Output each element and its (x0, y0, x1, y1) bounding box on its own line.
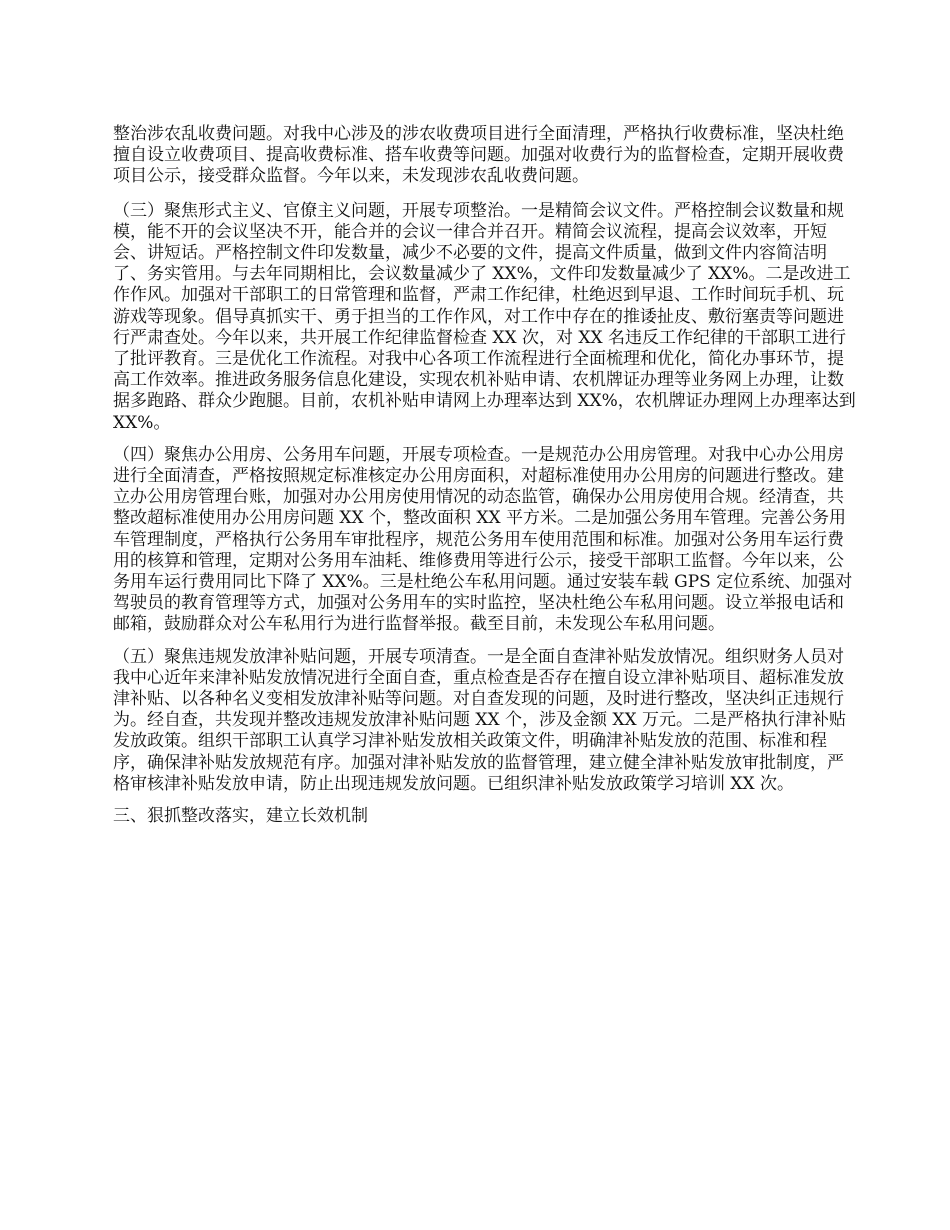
paragraph-allowance-inspection: （五）聚焦违规发放津补贴问题，开展专项清查。一是全面自查津补贴发放情况。组织财务人员对我中心近年来津补贴发放情况进行全面自查，重点检查是否存在擅自设立津补贴项目、超标准发放津补贴、以各种名义变相发放津补贴等问题。对自查发现的问题，及时进行整改，坚决纠正违规行为。经自查，共发现并整改违规发放津补贴问题 XX 个，涉及金额 XX 万元。二是严格执行津补贴发放政策。组织干部职工认真学习津补贴发放相关政策文件，明确津补贴发放的范围、标准和程序，确保津补贴发放规范有序。加强对津补贴发放的监督管理，建立健全津补贴发放审批制度，严格审核津补贴发放申请，防止出现违规发放问题。已组织津补贴发放政策学习培训 XX 次。 (113, 646, 847, 794)
paragraph-fee-rectification: 整治涉农乱收费问题。对我中心涉及的涉农收费项目进行全面清理，严格执行收费标准，坚决杜绝擅自设立收费项目、提高收费标准、搭车收费等问题。加强对收费行为的监督检查，定期开展收费项目公示，接受群众监督。今年以来，未发现涉农乱收费问题。 (113, 124, 844, 187)
paragraph-office-housing-vehicles: （四）聚焦办公用房、公务用车问题，开展专项检查。一是规范办公用房管理。对我中心办公用房进行全面清查，严格按照规定标准核定办公用房面积，对超标准使用办公用房的问题进行整改。建立办公用房管理台账，加强对办公用房使用情况的动态监管，确保办公用房使用合规。经清查，共整改超标准使用办公用房问题 XX 个，整改面积 XX 平方米。二是加强公务用车管理。完善公务用车管理制度，严格执行公务用车审批程序，规范公务用车使用范围和标准。加强对公务用车运行费用的核算和管理，定期对公务用车油耗、维修费用等进行公示，接受干部职工监督。今年以来，公务用车运行费用同比下降了 XX%。三是杜绝公车私用问题。通过安装车载 GPS 定位系统、加强对驾驶员的教育管理等方式，加强对公务用车的实时监控，坚决杜绝公车私用问题。设立举报电话和邮箱，鼓励群众对公车私用行为进行监督举报。截至目前，未发现公车私用问题。 (113, 444, 853, 635)
document-body (113, 124, 858, 827)
section-heading: 三、狠抓整改落实，建立长效机制 (113, 806, 368, 827)
paragraph-formalism-bureaucratism: （三）聚焦形式主义、官僚主义问题，开展专项整治。一是精简会议文件。严格控制会议数量和规模，能不开的会议坚决不开，能合并的会议一律合并召开。精简会议流程，提高会议效率，开短会、讲短话。严格控制文件印发数量，减少不必要的文件，提高文件质量，做到文件内容简洁明了、务实管用。与去年同期相比，会议数量减少了 XX%，文件印发数量减少了 XX%。二是改进工作作风。加强对干部职工的日常管理和监督，严肃工作纪律，杜绝迟到早退、工作时间玩手机、玩游戏等现象。倡导真抓实干、勇于担当的工作作风，对工作中存在的推诿扯皮、敷衍塞责等问题进行严肃查处。今年以来，共开展工作纪律监督检查 XX 次，对 XX 名违反工作纪律的干部职工进行了批评教育。三是优化工作流程。对我中心各项工作流程进行全面梳理和优化，简化办事环节，提高工作效率。推进政务服务信息化建设，实现农机补贴申请、农机牌证办理等业务网上办理，让数据多跑路、群众少跑腿。目前，农机补贴申请网上办理率达到 XX%，农机牌证办理网上办理率达到 XX%。 (113, 200, 856, 433)
